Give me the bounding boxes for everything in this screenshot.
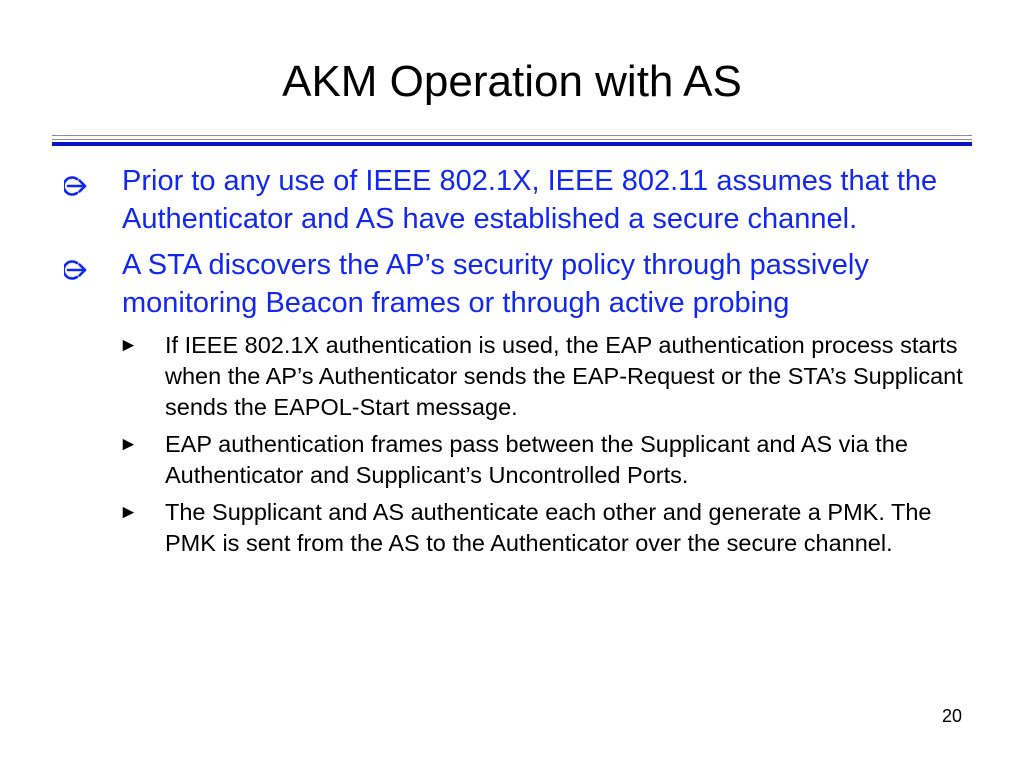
triangle-right-icon: ►	[119, 335, 138, 356]
title-divider-thick	[52, 142, 972, 146]
title-divider-thin-bottom	[52, 139, 972, 140]
bullet-item	[122, 162, 952, 238]
bullet-text: A STA discovers the AP’s security policy through passively monitoring Beacon frames or through active probing	[122, 249, 869, 319]
sub-bullet-text: If IEEE 802.1X authentication is used, the EAP authentication process starts when the AP’s Authenticator sends the EAP-Request or the STA’s Supplicant sends the EAPOL-Start message.	[165, 332, 963, 420]
sub-bullet-item	[119, 429, 975, 491]
sub-bullet-item	[119, 330, 975, 423]
title-divider-thin-top	[52, 135, 972, 136]
triangle-right-icon: ►	[119, 434, 138, 455]
bullet-text: Prior to any use of IEEE 802.1X, IEEE 802.11 assumes that the Authenticator and AS have established a secure channel.	[122, 165, 938, 235]
page-number: 20	[941, 706, 962, 726]
sub-bullet-item	[119, 497, 975, 559]
sub-bullet-text: The Supplicant and AS authenticate each other and generate a PMK. The PMK is sent from the AS to the Authenticator over the secure channel.	[165, 499, 932, 556]
slide-title: AKM Operation with AS	[282, 57, 742, 106]
circle-arrow-right-icon	[64, 254, 88, 278]
slide-body	[0, 162, 1024, 565]
circle-arrow-right-icon	[64, 170, 88, 194]
bullet-item	[122, 246, 952, 322]
triangle-right-icon: ►	[119, 502, 138, 523]
sub-bullet-text: EAP authentication frames pass between the Supplicant and AS via the Authenticator and Supplicant’s Uncontrolled Ports.	[165, 431, 908, 488]
